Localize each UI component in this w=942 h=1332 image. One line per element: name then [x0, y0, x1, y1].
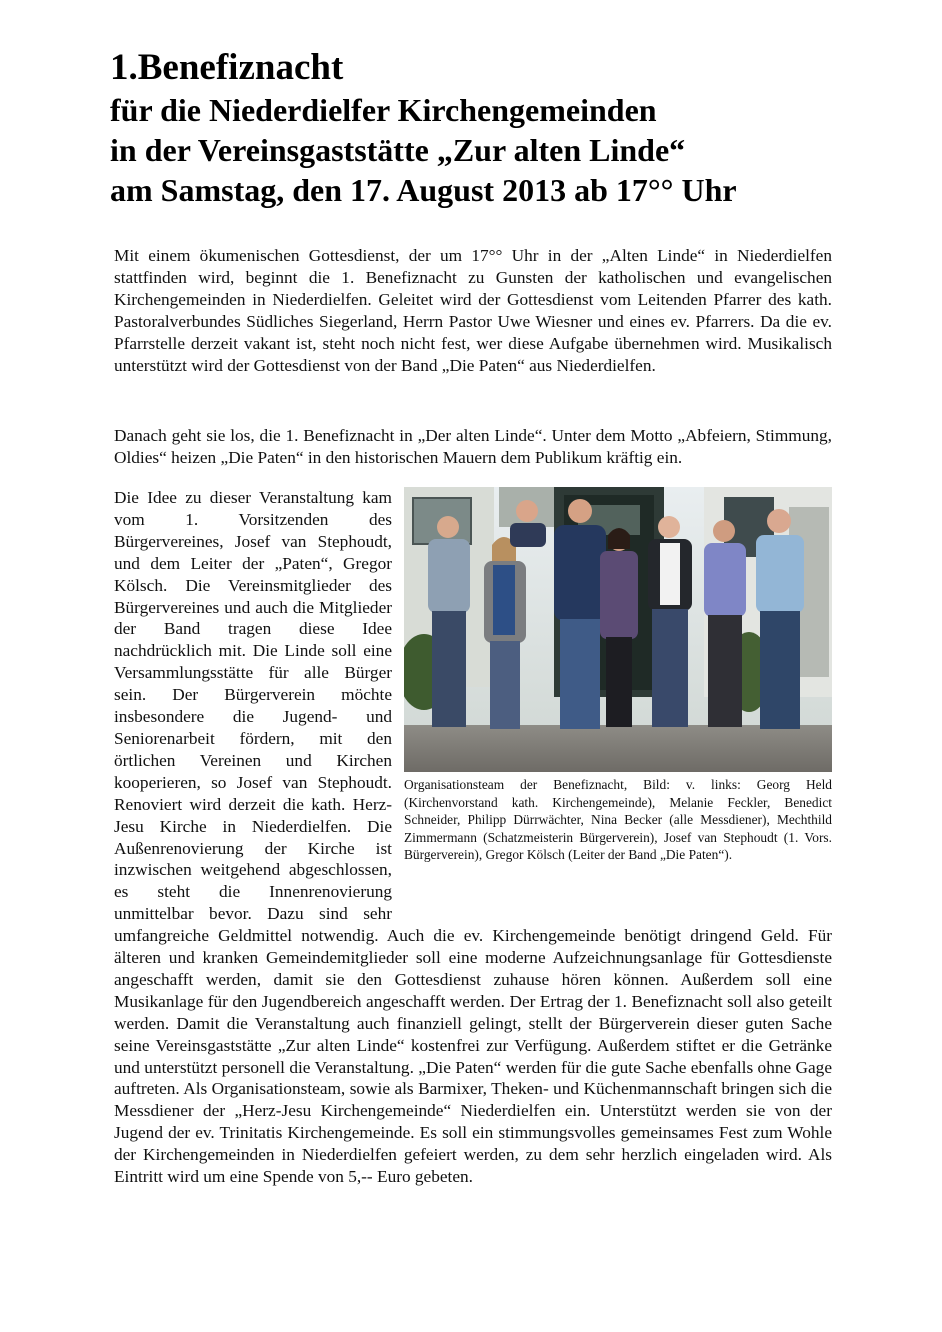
- headline-title: 1.Benefiznacht: [110, 47, 344, 88]
- headline: [110, 46, 870, 210]
- paragraph-intro: Mit einem ökumenischen Gottesdienst, der um 17°° Uhr in der „Alten Linde“ in Niederdielfen stattfinden wird, beginnt die 1. Benefiznacht zu Gunsten der katholischen und evangelischen Kirchengemeinden in Niederdielfen. Geleitet wird der Gottesdienst vom Leitenden Pfarrer des kath. Pastoralverbundes Südliches Siegerland, Herrn Pastor Uwe Wiesner und eines ev. Pfarrers. Da die ev. Pfarrstelle derzeit vakant ist, steht noch nicht fest, wer diese Aufgabe übernehmen wird. Musikalisch unterstützt wird der Gottesdienst von der Band „Die Paten“ aus Niederdielfen.: [114, 246, 832, 375]
- paragraph-idea: Die Idee zu dieser Veranstaltung kam vom 1. Vorsitzenden des Bürgervereines, Josef van Stephoudt, und dem Leiter der „Paten“, Gregor Kölsch. Die Vereinsmitglieder des Bürgervereines und auch die Mitglieder der Band tragen diese Idee nachdrücklich mit. Die Linde soll eine Versammlungsstätte für alle Bürger sein. Der Bürgerverein möchte insbesondere die Jugend- und Seniorenarbeit fördern, mit den örtlichen Vereinen und Kirchen kooperieren, so Josef van Stephoudt. Renoviert wird derzeit die kath. Herz-Jesu Kirche in Niederdielfen. Die Außenrenovierung der Kirche ist inzwischen weitgehend abgeschlossen, es steht die Innenrenovierung unmittelbar bevor. Dazu sind sehr umfangreiche Geldmittel notwendig. Auch die ev. Kirchengemeinde benötigt dringend Geld. Für älteren und kranken Gemeindemitglieder soll eine moderne Aufzeichnungsanlage für Gottesdienste angeschafft werden, damit sie den Gottesdienst zuhause hören können. Außerdem soll eine Musikanlage für den Jugendbereich angeschafft werden. Der Ertrag der 1. Benefiznacht soll also geteilt werden. Damit die Veranstaltung auch finanziell gelingt, stellt der Bürgerverein dieser guten Sache seine Vereinsgaststätte „Zur alten Linde“ kostenfrei zur Verfügung. Außerdem stiftet er die Getränke und unterstützt personell die Veranstaltung. „Die Paten“ werden für die gute Sache ebenfalls ohne Gage auftreten. Als Organisationsteam, sowie als Barmixer, Theken- und Küchenmannschaft bringen sich die Messdiener der „Herz-Jesu Kirchengemeinde“ Niederdielfen ein. Unterstützt werden sie von der Jugend der ev. Trinitatis Kirchengemeinde. Es soll ein stimmungsvolles gemeinsames Fest zum Wohle der Kirchengemeinden in Niederdielfen gefeiert werden, zu dem sehr herzlich eingeladen wird. Als Eintritt wird um eine Spende von 5,-- Euro gebeten.: [114, 488, 832, 1187]
- photo-figure: [404, 487, 832, 905]
- headline-subtitle-1: für die Niederdielfer Kirchengemeinden: [110, 92, 657, 128]
- headline-subtitle-3: am Samstag, den 17. August 2013 ab 17°° Uhr: [110, 172, 737, 208]
- paragraph-idea-block: [114, 487, 832, 1188]
- photo-caption: Organisationsteam der Benefiznacht, Bild: v. links: Georg Held (Kirchenvorstand kath. Kirchengemeinde), Melanie Feckler, Benedict Schneider, Philipp Dürrwächter, Nina Becker (alle Messdiener), Mechthild Zimmermann (Schatzmeisterin Bürgerverein), Josef van Stephoudt (1. Vors. Bürgerverein), Gregor Kölsch (Leiter der Band „Die Paten“).: [404, 777, 832, 863]
- paragraph-party: Danach geht sie los, die 1. Benefiznacht in „Der alten Linde“. Unter dem Motto „Abfeiern, Stimmung, Oldies“ heizen „Die Paten“ in den historischen Mauern dem Publikum kräftig ein.: [114, 426, 832, 467]
- group-photo: [404, 487, 832, 772]
- headline-subtitle-2: in der Vereinsgaststätte „Zur alten Linde“: [110, 132, 686, 168]
